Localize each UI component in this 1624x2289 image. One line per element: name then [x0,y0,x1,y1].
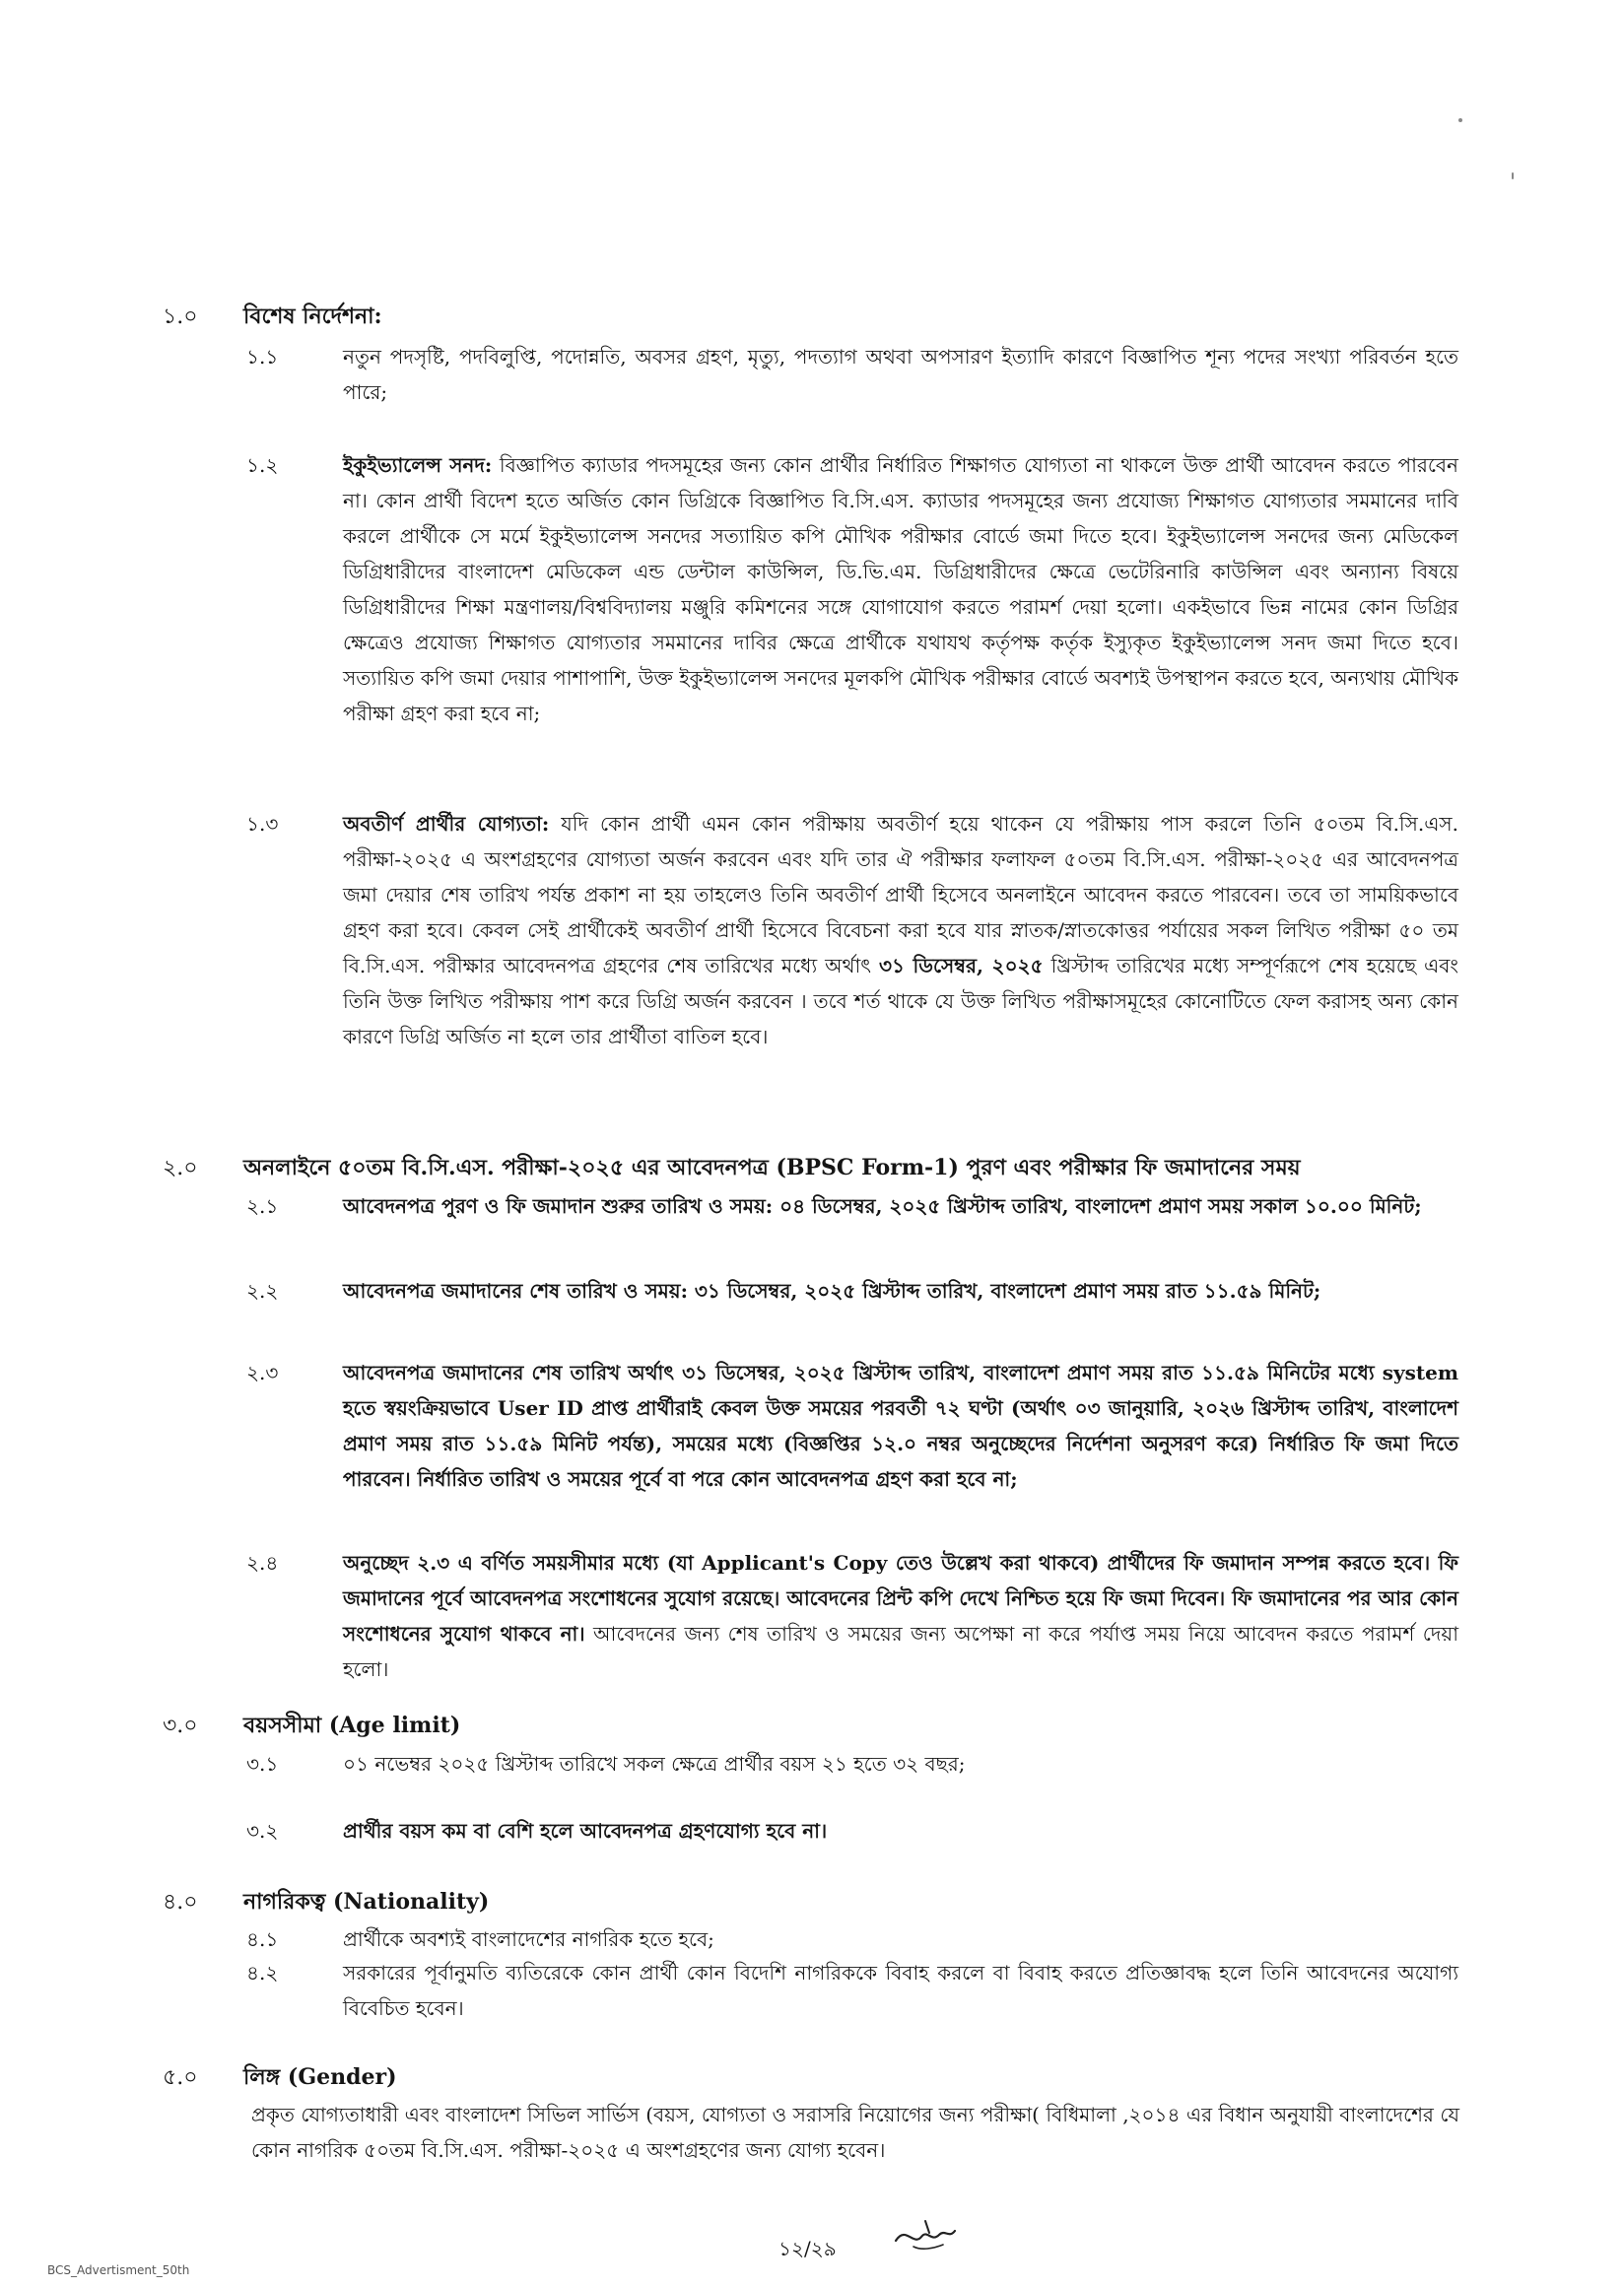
signature-image [892,2217,961,2260]
section-title: লিঙ্গ (Gender) [243,2064,397,2090]
signature-icon [892,2217,961,2256]
item-text: প্রার্থীকে অবশ্যই বাংলাদেশের নাগরিক হতে হবে; [343,1927,714,1951]
item-text: আবেদনপত্র পুরণ ও ফি জমাদান শুরুর তারিখ ও সময়: ০৪ ডিসেম্বর, ২০২৫ খ্রিস্টাব্দ তারিখ, বাংলাদেশ প্রমাণ সময় সকাল ১০.০০ মিনিট; [343,1194,1422,1218]
section-number: ৫.০ [163,2065,198,2090]
section-title: নাগরিকত্ব (Nationality) [243,1889,490,1915]
section-1-heading [163,302,1463,332]
item-lead: ইকুইভ্যালেন্স সনদ: [343,453,493,477]
item-text: অনুচ্ছেদ ২.৩ এ বর্ণিত সময়সীমার মধ্যে (যা Applicant's Copy তেও উল্লেখ করা থাকবে) প্রার্থীদের ফি জমাদান সম্পন্ন করতে হবে। ফি জমাদানের পূর্বে আবেদনপত্র সংশোধনের সুযোগ রয়েছে। আবেদনের প্রিন্ট কপি দেখে নিশ্চিত হয়ে ফি জমা দিবেন। ফি জমাদানের পর আর কোন সংশোধনের সুযোগ থাকবে না। আবেদনের জন্য শেষ তারিখ ও সময়ের জন্য অপেক্ষা না করে পর্যাপ্ত সময় নিয়ে আবেদন করতে পরামর্শ দেয়া হলো। [343,1551,1458,1681]
section-title: বিশেষ নির্দেশনা: [243,303,382,329]
item-text: ইকুইভ্যালেন্স সনদ: বিজ্ঞাপিত ক্যাডার পদসমূহের জন্য কোন প্রার্থীর নির্ধারিত শিক্ষাগত যোগ্যতা না থাকলে উক্ত প্রার্থী আবেদন করতে পারবেন না। কোন প্রার্থী বিদেশ হতে অর্জিত কোন ডিগ্রিকে বিজ্ঞাপিত বি.সি.এস. ক্যাডার পদসমূহের জন্য প্রযোজ্য শিক্ষাগত যোগ্যতার সমমানের দাবি করলে প্রার্থীকে সে মর্মে ইকুইভ্যালেন্স সনদের সত্যায়িত কপি মৌখিক পরীক্ষার বোর্ডে জমা দিতে হবে। ইকুইভ্যালেন্স সনদের জন্য মেডিকেল ডিগ্রিধারীদের বাংলাদেশ মেডিকেল এন্ড ডেন্টাল কাউন্সিল, ডি.ভি.এম. ডিগ্রিধারীদের ক্ষেত্রে ভেটেরিনারি কাউন্সিল এবং অন্যান্য বিষয়ে ডিগ্রিধারীদের শিক্ষা মন্ত্রণালয়/বিশ্ববিদ্যালয় মঞ্জুরি কমিশনের সঙ্গে যোগাযোগ করতে পরামর্শ দেয়া হলো। একইভাবে ভিন্ন নামের কোন ডিগ্রির ক্ষেত্রেও প্রযোজ্য শিক্ষাগত যোগ্যতার সমমানের দাবির ক্ষেত্রে প্রার্থীকে যথাযথ কর্তৃপক্ষ কর্তৃক ইস্যুকৃত ইকুইভ্যালেন্স সনদ জমা দিতে হবে। সত্যায়িত কপি জমা দেয়ার পাশাপাশি, উক্ত ইকুইভ্যালেন্স সনদের মূলকপি মৌখিক পরীক্ষার বোর্ডে অবশ্যই উপস্থাপন করতে হবে, অন্যথায় মৌখিক পরীক্ষা গ্রহণ করা হবে না; [343,453,1458,725]
section-number: ৪.০ [163,1890,198,1915]
item-text: প্রার্থীর বয়স কম বা বেশি হলে আবেদনপত্র গ্রহণযোগ্য হবে না। [343,1819,828,1843]
item-number: ১.১ [246,345,279,369]
item-lead: অবতীর্ণ প্রার্থীর যোগ্যতা: [343,812,550,836]
item-number: ৪.১ [246,1927,279,1951]
item-number: ৩.২ [246,1819,279,1843]
section-title: বয়সসীমা (Age limit) [243,1713,461,1738]
item-text: সরকারের পূর্বানুমতি ব্যতিরেকে কোন প্রার্থী কোন বিদেশি নাগরিককে বিবাহ করলে বা বিবাহ করতে প্রতিজ্ঞাবদ্ধ হলে তিনি আবেদনের অযোগ্য বিবেচিত হবেন। [343,1961,1458,2020]
deadline-date: ৩১ ডিসেম্বর, ২০২৫ [878,954,1044,977]
scan-speck [1458,118,1462,122]
item-number: ৪.২ [246,1961,279,1985]
item-text: ০১ নভেম্বর ২০২৫ খ্রিস্টাব্দ তারিখে সকল ক্ষেত্রে প্রার্থীর বয়স ২১ হতে ৩২ বছর; [343,1752,966,1776]
item-text: অবতীর্ণ প্রার্থীর যোগ্যতা: যদি কোন প্রার্থী এমন কোন পরীক্ষায় অবতীর্ণ হয়ে থাকেন যে পরীক্ষায় পাস করলে তিনি ৫০তম বি.সি.এস. পরীক্ষা-২০২৫ এ অংশগ্রহণের যোগ্যতা অর্জন করবেন এবং যদি তার ঐ পরীক্ষার ফলাফল ৫০তম বি.সি.এস. পরীক্ষা-২০২৫ এর আবেদনপত্র জমা দেয়ার শেষ তারিখ পর্যন্ত প্রকাশ না হয় তাহলেও তিনি অবতীর্ণ প্রার্থী হিসেবে অনলাইনে আবেদন করতে পারবেন। তবে তা সাময়িকভাবে গ্রহণ করা হবে। কেবল সেই প্রার্থীকেই অবতীর্ণ প্রার্থী হিসেবে বিবেচনা করা হবে যার স্নাতক/স্নাতকোত্তর পর্যায়ের সকল লিখিত পরীক্ষা ৫০ তম বি.সি.এস. পরীক্ষার আবেদনপত্র গ্রহণের শেষ তারিখের মধ্যে অর্থাৎ ৩১ ডিসেম্বর, ২০২৫ খ্রিস্টাব্দ তারিখের মধ্যে সম্পূর্ণরূপে শেষ হয়েছে এবং তিনি উক্ত লিখিত পরীক্ষায় পাশ করে ডিগ্রি অর্জন করবেন । তবে শর্ত থাকে যে উক্ত লিখিত পরীক্ষাসমূহের কোনোটিতে ফেল করাসহ অন্য কোন কারণে ডিগ্রি অর্জিত না হলে তার প্রার্থীতা বাতিল হবে। [343,812,1459,1048]
section-number: ১.০ [163,304,198,329]
item-number: ২.৪ [246,1551,279,1575]
item-text: আবেদনপত্র জমাদানের শেষ তারিখ অর্থাৎ ৩১ ডিসেম্বর, ২০২৫ খ্রিস্টাব্দ তারিখ, বাংলাদেশ প্রমাণ সময় রাত ১১.৫৯ মিনিটের মধ্যে system হতে স্বয়ংক্রিয়ভাবে User ID প্রাপ্ত প্রার্থীরাই কেবল উক্ত সময়ের পরবর্তী ৭২ ঘণ্টা (অর্থাৎ ০৩ জানুয়ারি, ২০২৬ খ্রিস্টাব্দ তারিখ, বাংলাদেশ প্রমাণ সময় রাত ১১.৫৯ মিনিট পর্যন্ত), সময়ের মধ্যে (বিজ্ঞপ্তির ১২.০ নম্বর অনুচ্ছেদের নির্দেশনা অনুসরণ করে) নির্ধারিত ফি জমা দিতে পারবেন। নির্ধারিত তারিখ ও সময়ের পূর্বে বা পরে কোন আবেদনপত্র গ্রহণ করা হবে না; [343,1361,1459,1491]
item-text: আবেদনপত্র জমাদানের শেষ তারিখ ও সময়: ৩১ ডিসেম্বর, ২০২৫ খ্রিস্টাব্দ তারিখ, বাংলাদেশ প্রমাণ সময় রাত ১১.৫৯ মিনিট; [343,1279,1321,1303]
item-number: ২.২ [246,1279,279,1303]
item-number: ৩.১ [246,1752,279,1776]
item-number: ১.২ [246,453,279,477]
section-title: অনলাইনে ৫০তম বি.সি.এস. পরীক্ষা-২০২৫ এর আবেদনপত্র (BPSC Form-1) পুরণ এবং পরীক্ষার ফি জমাদানের সময় [243,1155,1301,1180]
file-name: BCS_Advertisment_50th [47,2263,190,2277]
section-3-heading [163,1711,1463,1741]
item-text: নতুন পদসৃষ্টি, পদবিলুপ্তি, পদোন্নতি, অবসর গ্রহণ, মৃত্যু, পদত্যাগ অথবা অপসারণ ইত্যাদি কারণে বিজ্ঞাপিত শূন্য পদের সংখ্যা পরিবর্তন হতে পারে; [343,345,1458,404]
scan-speck [1512,172,1514,179]
item-number: ২.১ [246,1194,279,1218]
section-2-heading [163,1153,1463,1183]
item-number: ১.৩ [246,812,279,836]
section-5-heading [163,2062,1463,2093]
page-number: ১২/২৯ [778,2237,837,2260]
item-number: ২.৩ [246,1361,279,1384]
section-4-heading [163,1887,1463,1918]
section-number: ২.০ [163,1156,198,1180]
section-number: ৩.০ [163,1714,198,1738]
section-5-text: প্রকৃত যোগ্যতাধারী এবং বাংলাদেশ সিভিল সার্ভিস (বয়স, যোগ্যতা ও সরাসরি নিয়োগের জন্য পরীক্ষা( বিধিমালা ,২০১৪ এর বিধান অনুযায়ী বাংলাদেশের যে কোন নাগরিক ৫০তম বি.সি.এস. পরীক্ষা-২০২৫ এ অংশগ্রহণের জন্য যোগ্য হবেন। [251,2103,1459,2162]
